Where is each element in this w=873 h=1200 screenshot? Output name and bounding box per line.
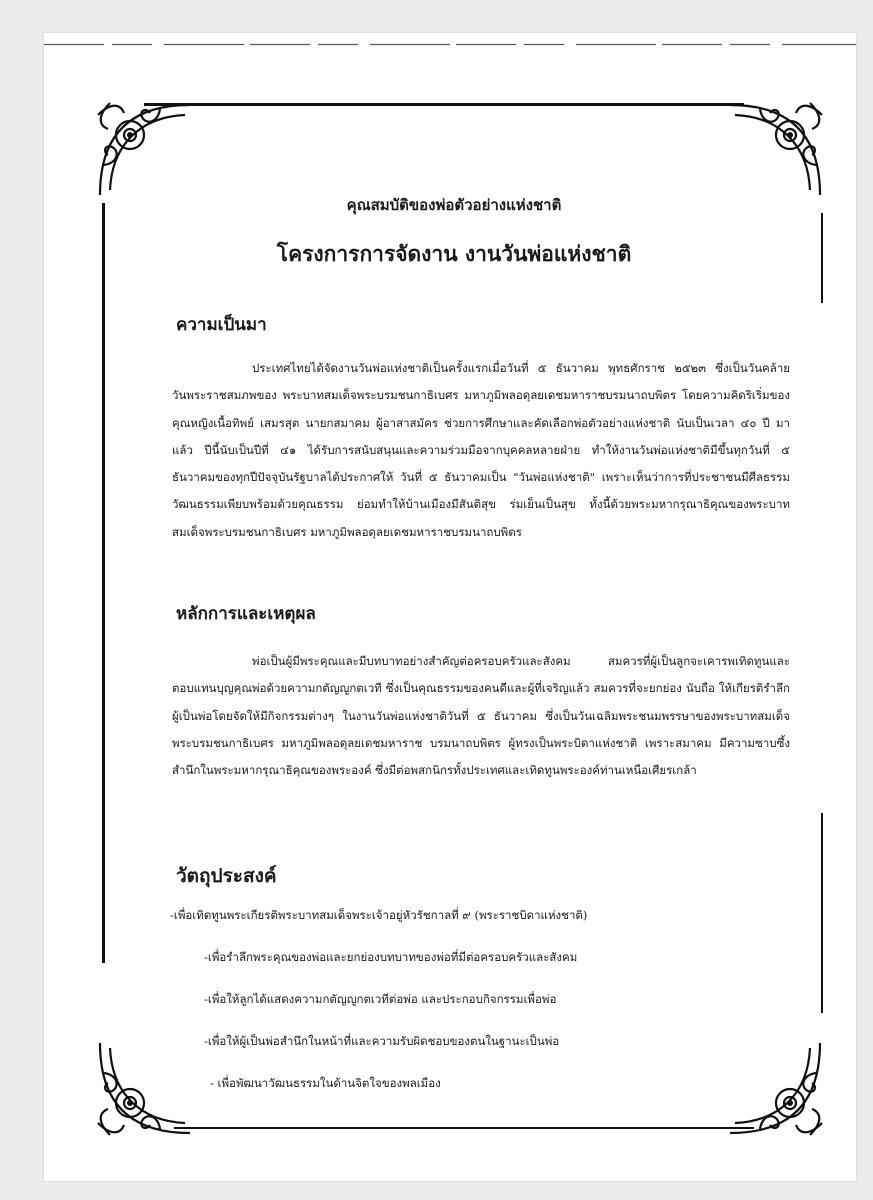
document-subtitle: คุณสมบัติของพ่อตัวอย่างแห่งชาติ	[346, 196, 562, 214]
frame-top-line	[144, 103, 744, 106]
paragraph-background	[172, 355, 790, 546]
paragraph-rationale-text: พ่อเป็นผู้มีพระคุณและมีบทบาทอย่างสำคัญต่อครอบครัวและสังคม สมควรที่ผู้เป็นลูกจะเคารพเทิดทูนและตอบแทนบุญคุณพ่อด้วยความกตัญญูกตเวที ซึ่งเป็นคุณธรรมของคนดีและผู้ที่เจริญแล้ว สมควรที่จะยกย่อง นับถือ ให้เกียรติรำลึกผู้เป็นพ่อโดยจัดให้มีกิจกรรมต่างๆ ในงานวันพ่อแห่งชาติวันที่ ๕ ธันวาคม ซึ่งเป็นวันเฉลิมพระชนมพรรษาของพระบาทสมเด็จพระบรมชนกาธิเบศร มหาภูมิพลอดุลยเดชมหาราช บรมนาถบพิตร ผู้ทรงเป็นพระบิดาแห่งชาติ เพราะสมาคม มีความซาบซึ้ง สำนึกในพระมหากรุณาธิคุณของพระองค์ ซึ่งมีต่อพสกนิกรทั้งประเทศและเทิดทูนพระองค์ท่านเหนือเศียรเกล้า	[172, 654, 790, 778]
objective-item: -เพื่อให้ลูกได้แสดงความกตัญญูกตเวทีต่อพ่อ และประกอบกิจกรรมเพื่อพ่อ	[204, 992, 557, 1006]
paragraph-rationale	[172, 648, 790, 784]
ornament-bottom-left-icon	[90, 1033, 200, 1143]
ornament-top-right-icon	[720, 95, 830, 205]
document-page	[44, 33, 856, 1181]
objective-item: - เพื่อพัฒนาวัฒนธรรมในด้านจิตใจของพลเมือง	[210, 1076, 441, 1090]
paragraph-background-text: ประเทศไทยได้จัดงานวันพ่อแห่งชาติเป็นครั้งแรกเมื่อวันที่ ๕ ธันวาคม พุทธศักราช ๒๕๒๓ ซึ่งเป็นวันคล้ายวันพระราชสมภพของ พระบาทสมเด็จพระบรมชนกาธิเบศร มหาภูมิพลอดุลยเดชมหาราชบรมนาถบพิตร โดยความคิดริเริ่มของคุณหญิงเนื้อทิพย์ เสมรสุต นายกสมาคม ผู้อาสาสมัคร ช่วยการศึกษาและคัดเลือกพ่อตัวอย่างแห่งชาติ นับเป็นเวลา ๔๐ ปี มาแล้ว ปีนี้นับเป็นปีที่ ๔๑ ได้รับการสนับสนุนและความร่วมมือจากบุคคลหลายฝ่าย ทำให้งานวันพ่อแห่งชาติมีขึ้นทุกวันที่ ๕ ธันวาคมของทุกปีปัจจุบันรัฐบาลได้ประกาศให้ วันที่ ๕ ธันวาคมเป็น "วันพ่อแห่งชาติ" เพราะเห็นว่าการที่ประชาชนมีศีลธรรม วัฒนธรรมเพียบพร้อมด้วยคุณธรรม ย่อมทำให้บ้านเมืองมีสันติสุข ร่มเย็นเป็นสุข ทั้งนี้ด้วยพระมหากรุณาธิคุณของพระบาทสมเด็จพระบรมชนกาธิเบศร มหาภูมิพลอดุลยเดชมหาราชบรมนาถบพิตร	[172, 361, 790, 539]
frame-bottom-line	[174, 1127, 754, 1129]
heading-rationale: หลักการและเหตุผล	[176, 604, 316, 624]
ornament-bottom-right-icon	[720, 1033, 830, 1143]
heading-background: ความเป็นมา	[176, 315, 267, 335]
frame-right-line-lower	[821, 813, 823, 1013]
ornament-top-left-icon	[90, 95, 200, 205]
objective-item: -เพื่อเทิดทูนพระเกียรติพระบาทสมเด็จพระเจ้าอยู่หัวรัชกาลที่ ๙ (พระราชบิดาแห่งชาติ)	[170, 908, 588, 922]
frame-right-line	[821, 213, 823, 303]
heading-objectives: วัตถุประสงค์	[176, 865, 277, 887]
objective-item: -เพื่อให้ผู้เป็นพ่อสำนึกในหน้าที่และความรับผิดชอบของตนในฐานะเป็นพ่อ	[204, 1034, 560, 1048]
frame-left-line	[102, 203, 105, 963]
objective-item: -เพื่อรำลึกพระคุณของพ่อและยกย่องบทบาทของพ่อที่มีต่อครอบครัวและสังคม	[204, 950, 578, 964]
scan-top-rule	[44, 43, 856, 46]
document-title: โครงการการจัดงาน งานวันพ่อแห่งชาติ	[276, 241, 632, 266]
